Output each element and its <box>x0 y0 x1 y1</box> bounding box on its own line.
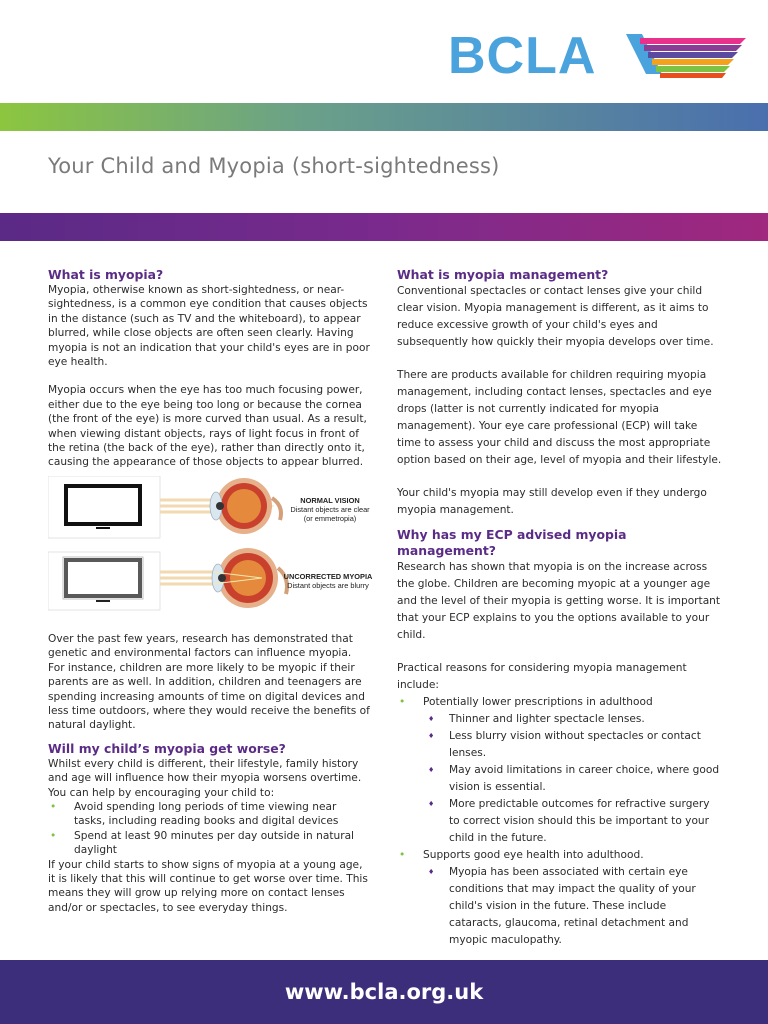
list-item: ♦ Less blurry vision without spectacles or contact lenses. <box>423 728 722 762</box>
myopia-management-heading: What is myopia management? <box>397 267 609 282</box>
what-is-myopia-paragraph-1: Myopia, otherwise known as short-sightedness, or near-sightedness, is a common eye condition that causes objects in the distance (such as TV and the whiteboard), to appear blurred, while close objects are often seen clearly. Having myopia is not an indication that your child's eyes are in poor eye health. <box>48 284 370 369</box>
what-is-myopia-heading: What is myopia? <box>48 267 164 282</box>
left-column <box>48 267 373 915</box>
rainbow-stripes-icon <box>626 34 748 78</box>
myopia-worse-paragraph-2: If your child starts to show signs of myopia at a young age, it is likely that this will continue to get worse over time. This means they will grow up relying more on contact lenses and/or or spectacles, to see everyday things. <box>48 858 368 914</box>
research-paragraph: Over the past few years, research has demonstrated that genetic and environmental factors can influence myopia. For instance, children are more likely to be myopic if their parents are as well. In addition, children and teenagers are spending increasing amounts of time on digital devices and less time outdoors, where they would receive the benefits of natural daylight. <box>48 632 370 732</box>
list-item: ♦ Myopia has been associated with certain eye conditions that may impact the quality of your child's vision in the future. These include cataracts, glaucoma, retinal detachment and myopic maculopathy. <box>423 864 722 949</box>
footer-bar <box>0 960 768 1024</box>
bcla-logo <box>448 28 748 88</box>
management-paragraph-1: Conventional spectacles or contact lenses give your child clear vision. Myopia management is different, as it aims to reduce excessive growth of your child's eyes and subsequently how quickly their myopia develops over time. <box>397 285 714 348</box>
ecp-paragraph-1: Research has shown that myopia is on the increase across the globe. Children are becoming myopic at a younger age and the level of their myopia is getting worse. It is important that your ECP explains to you the options available to your child. <box>397 561 721 641</box>
logo-wordmark: BCLA <box>448 27 597 85</box>
normal-vision-label: NORMAL VISION Distant objects are clear (or emmetropia) <box>290 495 370 523</box>
myopia-worse-heading: Will my child’s myopia get worse? <box>48 740 286 756</box>
ecp-paragraph-2: Practical reasons for considering myopia management include: <box>397 662 687 691</box>
list-item: ♦ More predictable outcomes for refractive surgery to correct vision should this be important to your child in the future. <box>423 796 722 847</box>
list-item: ♦ Thinner and lighter spectacle lenses. <box>423 711 722 728</box>
list-item: • Avoid spending long periods of time viewing near tasks, including reading books and digital devices <box>48 800 370 829</box>
right-column <box>397 267 722 949</box>
sub-list <box>423 864 722 949</box>
what-is-myopia-paragraph-2: Myopia occurs when the eye has too much focusing power, either due to the eye being too long or because the cornea (the front of the eye) is more curved than usual. As a result, when viewing distant objects, rays of light focus in front of the retina (the back of the eye), rather than directly onto it, causing the appearance of those objects to appear blurred. <box>48 384 367 469</box>
vision-diagram <box>48 476 373 624</box>
list-item: ♦ May avoid limitations in career choice, where good vision is essential. <box>423 762 722 796</box>
list-item <box>397 694 722 847</box>
reason-eye-health: Supports good eye health into adulthood. <box>423 849 644 861</box>
reason-lower-prescriptions: Potentially lower prescriptions in adulthood <box>423 696 653 708</box>
title-divider-band <box>0 213 768 241</box>
header-gradient-band <box>0 103 768 131</box>
habit-bullet-list <box>48 800 370 858</box>
list-item: • Spend at least 90 minutes per day outside in natural daylight <box>48 829 370 858</box>
myopia-worse-paragraph: Whilst every child is different, their lifestyle, family history and age will influence how their myopia worsens overtime. You can help by encouraging your child to: <box>48 757 362 799</box>
reasons-list <box>397 694 722 949</box>
management-paragraph-2: There are products available for children requiring myopia management, including contact lenses, spectacles and eye drops (latter is not currently indicated for myopia management). Your eye care professional (ECP) will take time to assess your child and discuss the most appropriate option based on their age, level of myopia and their lifestyle. <box>397 369 722 466</box>
document-title: Your Child and Myopia (short-sightedness) <box>48 154 500 178</box>
website-link[interactable]: www.bcla.org.uk <box>284 980 484 1004</box>
uncorrected-myopia-label: UNCORRECTED MYOPIA Distant objects are blurry <box>283 571 373 590</box>
management-paragraph-3: Your child's myopia may still develop even if they undergo myopia management. <box>397 487 707 516</box>
sub-list <box>423 711 722 847</box>
list-item <box>397 847 722 949</box>
ecp-advice-heading: Why has my ECP advised myopia management? <box>397 527 627 558</box>
